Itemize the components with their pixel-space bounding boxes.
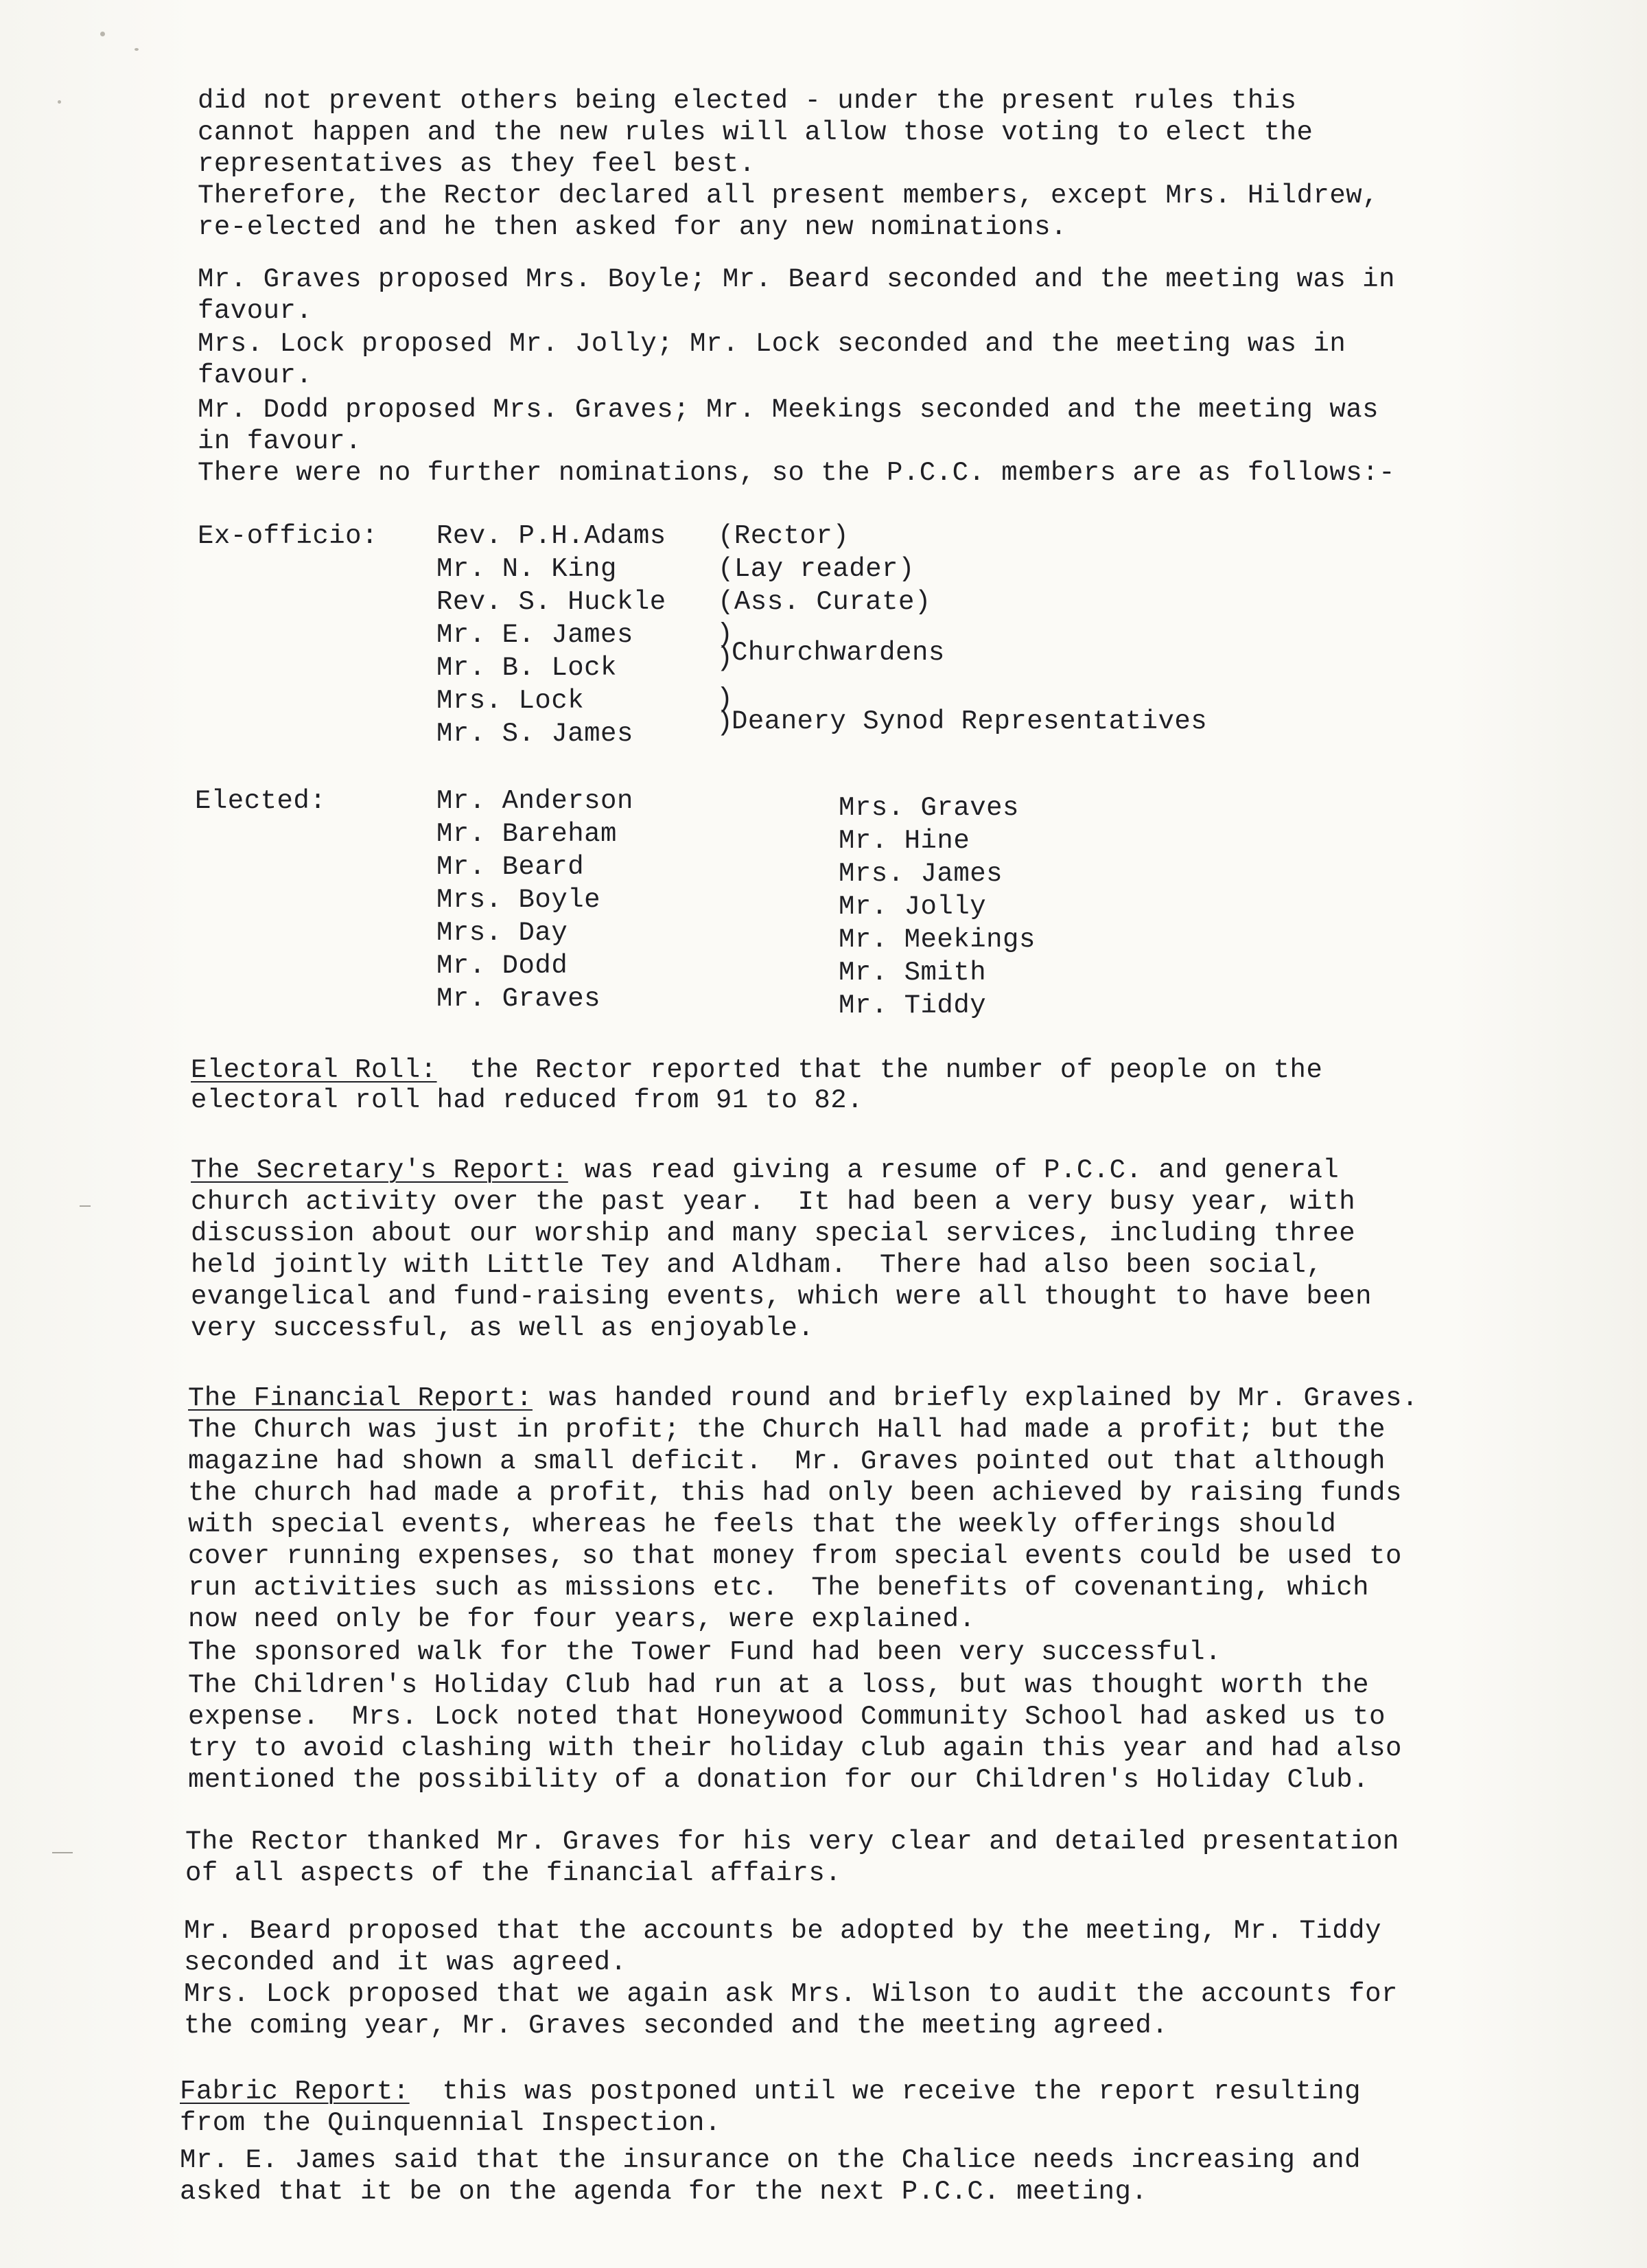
text-line: Mr. Beard proposed that the accounts be adopted by the meeting, Mr. Tiddy [184,1916,1381,1946]
text-line: cannot happen and the new rules will allow those voting to elect the [198,117,1313,148]
text-line: now need only be for four years, were explained. [188,1604,976,1634]
text-line: of all aspects of the financial affairs. [185,1858,842,1888]
text-line: asked that it be on the agenda for the next P.C.C. meeting. [180,2177,1148,2207]
member-name: Mr. Bareham [436,819,617,849]
section-heading: Electoral Roll: [191,1055,437,1085]
text-line: from the Quinquennial Inspection. [180,2108,721,2138]
member-name: Mrs. Boyle [436,885,601,915]
text-line: Mrs. Lock proposed Mr. Jolly; Mr. Lock seconded and the meeting was in [198,329,1346,359]
text-line: seconded and it was agreed. [184,1947,627,1978]
section-heading: The Secretary's Report: [191,1155,568,1185]
text-run: was handed round and briefly explained by Mr. Graves. [532,1383,1418,1413]
paper-speck [135,48,139,51]
member-name: Mr. Graves [436,984,601,1014]
section-line [188,1382,1418,1414]
text-line: Therefore, the Rector declared all present members, except Mrs. Hildrew, [198,181,1379,211]
bracket-mark: ) [716,684,734,715]
text-line: cover running expenses, so that money from special events could be used to [188,1541,1402,1571]
text-line: in favour. [198,426,362,456]
member-name: Mrs. James [839,859,1003,889]
member-name: Mr. Smith [839,958,987,988]
bracket-mark: ) [716,643,734,674]
text-line: Mr. Graves proposed Mrs. Boyle; Mr. Beard seconded and the meeting was in [198,264,1395,294]
section-line [191,1054,1322,1086]
text-line: The Rector thanked Mr. Graves for his very clear and detailed presentation [185,1827,1399,1857]
member-name: Mr. Hine [839,826,970,856]
section-heading: The Financial Report: [188,1383,533,1413]
group-role: Deanery Synod Representatives [732,706,1208,737]
text-line: favour. [198,296,313,326]
member-name: Mrs. Day [436,918,568,948]
text-line: Mr. E. James said that the insurance on the Chalice needs increasing and [180,2145,1362,2175]
member-name: Mr. Beard [436,852,585,882]
paper-speck [58,100,61,104]
text-line: mentioned the possibility of a donation for our Children's Holiday Club. [188,1765,1370,1795]
ex-officio-label: Ex-officio: [198,521,378,551]
bracket-mark: ) [716,708,734,739]
text-line: Mrs. Lock proposed that we again ask Mrs. Wilson to audit the accounts for [184,1979,1398,2009]
member-name: Mrs. Graves [839,793,1019,823]
member-role: (Ass. Curate) [718,587,931,617]
text-line: representatives as they feel best. [198,149,756,179]
section-line [180,2076,1361,2107]
text-line: held jointly with Little Tey and Aldham. There had also been social, [191,1250,1323,1280]
text-line: magazine had shown a small deficit. Mr. Graves pointed out that although [188,1446,1386,1477]
text-line: re-elected and he then asked for any new nominations. [198,212,1067,242]
text-line: favour. [198,360,313,391]
text-line: The Church was just in profit; the Church Hall had made a profit; but the [188,1415,1386,1445]
member-name: Mrs. Lock [436,686,585,716]
margin-mark [52,1852,73,1853]
member-name: Mr. B. Lock [436,653,617,683]
member-name: Mr. N. King [436,554,617,584]
text-line: electoral roll had reduced from 91 to 82. [191,1085,864,1115]
member-role: (Lay reader) [718,554,915,584]
text-run: was read giving a resume of P.C.C. and general [568,1155,1340,1185]
member-name: Mr. Jolly [839,892,987,922]
elected-label: Elected: [195,786,327,816]
text-line: very successful, as well as enjoyable. [191,1313,815,1343]
margin-mark [80,1205,91,1207]
text-line: The sponsored walk for the Tower Fund had been very successful. [188,1637,1222,1667]
text-line: expense. Mrs. Lock noted that Honeywood Community School had asked us to [188,1702,1386,1732]
member-role: (Rector) [718,521,850,551]
text-line: The Children's Holiday Club had run at a loss, but was thought worth the [188,1670,1370,1700]
member-name: Mr. Anderson [436,786,633,816]
paper-speck [100,32,105,36]
text-line: the coming year, Mr. Graves seconded and the meeting agreed. [184,2011,1169,2041]
text-run: the Rector reported that the number of people on the [436,1055,1323,1085]
text-line: There were no further nominations, so the P.C.C. members are as follows:- [198,458,1395,488]
text-line: run activities such as missions etc. The benefits of covenanting, which [188,1573,1370,1603]
member-name: Rev. S. Huckle [436,587,666,617]
text-run: this was postponed until we receive the report resulting [409,2076,1362,2107]
text-line: try to avoid clashing with their holiday club again this year and had also [188,1733,1402,1763]
text-line: the church had made a profit, this had only been achieved by raising funds [188,1478,1402,1508]
member-name: Mr. Dodd [436,951,568,981]
text-line: Mr. Dodd proposed Mrs. Graves; Mr. Meekings seconded and the meeting was [198,395,1379,425]
text-line: discussion about our worship and many special services, including three [191,1218,1356,1249]
group-role: Churchwardens [732,638,945,668]
member-name: Mr. Tiddy [839,991,987,1021]
member-name: Mr. Meekings [839,925,1036,955]
bracket-mark: ) [716,620,734,651]
text-line: did not prevent others being elected - under the present rules this [198,86,1297,116]
text-line: evangelical and fund-raising events, which were all thought to have been [191,1282,1372,1312]
section-line [191,1155,1339,1186]
member-name: Mr. S. James [436,719,633,749]
section-heading: Fabric Report: [180,2076,410,2107]
member-name: Rev. P.H.Adams [436,521,666,551]
text-line: with special events, whereas he feels that the weekly offerings should [188,1509,1337,1540]
member-name: Mr. E. James [436,620,633,650]
text-line: church activity over the past year. It had been a very busy year, with [191,1187,1356,1217]
